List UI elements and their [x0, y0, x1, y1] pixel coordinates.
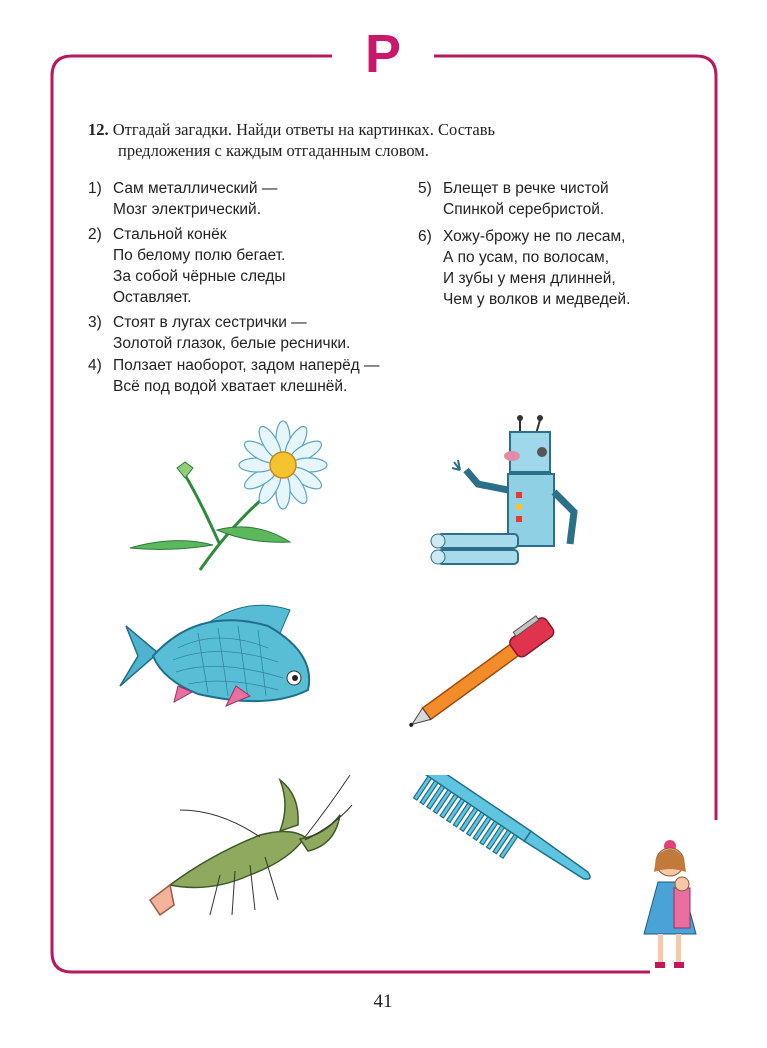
riddle-number: 5) [418, 180, 432, 197]
riddle-line: Стоят в лугах сестрички — [113, 314, 307, 331]
daisy-picture [125, 420, 335, 575]
riddle-number: 1) [88, 180, 102, 197]
riddle-line: И зубы у меня длинней, [443, 270, 616, 287]
task-heading [88, 119, 648, 161]
riddle-line: Оставляет. [113, 289, 192, 306]
riddle-line: Мозг электрический. [113, 201, 262, 218]
riddle-2 [88, 224, 286, 308]
riddle-line: По белому полю бегает. [113, 247, 286, 264]
riddle-number: 2) [88, 226, 102, 243]
riddle-number: 3) [88, 314, 102, 331]
riddle-5 [418, 178, 609, 220]
riddle-line: Ползает наоборот, задом наперёд — [113, 357, 380, 374]
riddle-line: Блещет в речке чистой [443, 180, 609, 197]
riddle-line: Стальной конёк [113, 226, 227, 243]
riddle-line: А по усам, по волосам, [443, 249, 610, 266]
riddle-4 [88, 355, 380, 397]
page-number: 41 [373, 991, 393, 1012]
riddle-3 [88, 312, 350, 354]
girl-with-doll-picture [640, 838, 720, 978]
riddle-line: Хожу-брожу не по лесам, [443, 228, 626, 245]
riddle-number: 4) [88, 357, 102, 374]
riddle-1 [88, 178, 277, 220]
pen-picture [392, 608, 574, 740]
task-text-line-2: предложения с каждым отгаданным словом. [118, 141, 429, 160]
task-number: 12. [88, 120, 109, 139]
riddle-line: Спинкой серебристой. [443, 201, 605, 218]
riddle-line: Чем у волков и медведей. [443, 291, 631, 308]
riddle-line: Сам металлический — [113, 180, 278, 197]
riddle-6 [418, 226, 630, 310]
fish-picture [118, 598, 318, 720]
riddle-number: 6) [418, 228, 432, 245]
task-text-line-1: Отгадай загадки. Найди ответы на картинках. Составь [112, 120, 496, 139]
riddle-line: Золотой глазок, белые реснички. [113, 335, 351, 352]
comb-picture [400, 775, 598, 907]
robot-picture [428, 412, 588, 577]
riddle-line: За собой чёрные следы [113, 268, 286, 285]
riddle-line: Всё под водой хватает клешнёй. [113, 378, 348, 395]
section-letter: Р [364, 24, 402, 84]
crayfish-picture [140, 765, 355, 930]
